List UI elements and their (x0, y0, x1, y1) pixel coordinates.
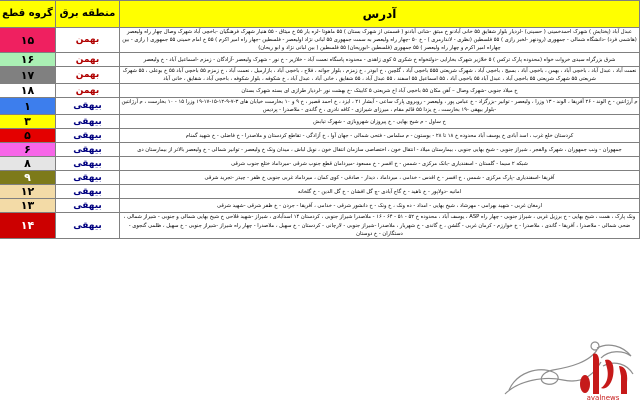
cell-group: ۸ (0, 157, 56, 171)
cell-group: ۱۷ (0, 67, 56, 84)
cell-region: بیهقی (56, 185, 120, 199)
cell-group: ۳ (0, 115, 56, 129)
cell-group: ۱۳ (0, 199, 56, 213)
cell-group: ۱۴ (0, 213, 56, 238)
table-row (0, 53, 640, 67)
cell-address: کردستان خلع غرب ، اسد آبادی خ یوسف آباد محدوده خ ۱۸ تا ۲۸ - بوستون - م سلماس - فتحی شمالی - جهان آوا ، خ آزادگی - تقاطع کردستان و ملاصدرا - خ فاضلی - خ شهید گمنام (120, 129, 640, 143)
cell-address: امانیه -دولاپور - خ ناهید - خ گاج آبادی -چ گل افشان - خ گل الدین - خ گلخانه (120, 185, 640, 199)
cell-address: خ ساول - م شیخ بهایی - خ پیروزان شهروبازی - شهرک تیابش (120, 115, 640, 129)
cell-region: بیهقی (56, 129, 120, 143)
table-row (0, 185, 640, 199)
table-row (0, 28, 640, 53)
cell-group: ۱۶ (0, 53, 56, 67)
cell-region: بهمن (56, 53, 120, 67)
table-row (0, 213, 640, 238)
cell-address: عبدل آباد (پختایش ) شهرک احمدخمینی ( حسینی) -لردیار بلوار شقایق ۵۵ خانی آبادنو خ مبثق -شانی آبادنو ( قسمتی از شهرک بستان ) ۵۵ ماهوتا -لره یار ۵۵ خ میثاق - ۵۵ هنیار شهرک فرهنگیان -باخچی آباد شهرک وصال چهار راه ولیعصر (هاشمی فرد) -دانشگاه شمالی - جمهوری (رودنهر -لخبر رازی ) ۵۵ فلسطین (نظری - لاندارمری ) - خ ۵۰ -چهار راه ولیعصر به سمت جمهوری ۵۵ لبانی نژاد اولیعصر - فلسطین -جهار راه امیر اکرم ) ۵۵ خ امام خمینی ۵۵ جمهوری ( رازی - بین چهاراه امیر اکرم و چهار راه ولیعصر ) ۵۵ جمهوری (فلسطین -ابوریحان) ۵۵ فلسطین ( بین لبانی نژاد و ابو ریحان) (120, 28, 640, 53)
watermark-logo (497, 332, 637, 404)
cell-group: ۶ (0, 143, 56, 157)
cell-address: جمهوران - ونب جمهوران ، شهرک والفجر ، شیراز جنوبی - شیخ بهایی جنوبی ، بیمارستان میلاد - انتقال خون ، اختصاصی سازمان انتقال خون ، نوبل لباش ، میدان ونک خ ولیعصر - توانیر شمالی - خ ولیعصر بالاتر از بیمارستان دی (120, 143, 640, 157)
cell-group: ۱۸ (0, 84, 56, 98)
table-row (0, 171, 640, 185)
cell-region: بیهقی (56, 199, 120, 213)
table-row (0, 98, 640, 115)
cell-address: نعمت آباد ، عبدل آباد ، باخچی آباد ، بهمن ، باخچی آباد ، بسیج ، باخچی آباد ، شهرک شریعتی ۵۵۵ باخچی آباد ، گلچین ، خ ابوذر ، خ زمزم ، بلوار جوانه ، فلاح ، باخچی آباد ، بازارمیل ، نعمت آباد ، خ زمزم ۵۵ باخچی آباد ۵۵ خ بوعلی ، ۵۵ شهرک شریعتی ۵۵ شهرک شریعتی ۵۵ باخچی آباد ، عبدل آباد ۵۵ باخچی آباد ، ۵۵ اسماعیل ۵۵ اسفند ، ۵۵ عبدل آباد ، ۵۵ شقایق ، خانی آباد ، عبدل آباد ، خ شکوفه ، بلوار شکوفه ، باخچی آباد ، شقایق ، خانی آباد (120, 67, 640, 84)
table-row (0, 67, 640, 84)
header-group: گروه قطع (0, 1, 56, 28)
table-row (0, 84, 640, 98)
table-header (0, 1, 640, 28)
table-row (0, 157, 640, 171)
cell-region: بهمن (56, 67, 120, 84)
cell-address: شبکه ۲ سیما - گلستان - اسفندیاری -بانک مرکزی - شمس - خ افسر - خ مسعود -میردامان قطع جنوب شرقی -میرداماد ختلع جنوب شرقی (120, 157, 640, 171)
cell-address: م آرژانتین - خ الوند - ۲۶ آفریقا ، الوند - ۱۳ وزرا ، ولیعصر - توانیر -بزرگزاد - خ عباس پور ، ولیعصر - روبروی پارک ساعی - آبشار ۲۱ ، ایزد ، خ احمد قصیر ، خ ۹ و ۱۰ بخارست خیابان های ۳-۷-۹-۱۲-۱۵-۱۷-۱۹ وزرا ۱۵ - ۱۰ بخارست ، م آرژانتین -بلوار بیهقی -۱۹ بخارست ، خ یزدا ۵۵ قائم مقام ، میرزای شیرازی - کافه نادری ، خ گاندی - ملاصدرا - پردیس (121, 99, 638, 114)
cell-region: بیهقی (56, 171, 120, 185)
cell-address: شرق بزرگراه سیدی خروات خواه (محدوده پارک ترکس ) ۵ خلازیر شهرک بخارایی -دولتخواه خ شکری ۵ کوی زاهدی - محدوده پاسگاه نعمت آباد - خلازیر - خ نور - شهرک ولیعصر -آزادگان - زمزم -اسماعیل آباد - خ ولیعصر (120, 53, 640, 67)
cell-region: بهمن (56, 84, 120, 98)
cell-region: بیهقی (56, 143, 120, 157)
cell-address: ونک پارک ، همت ، شیخ بهایی - خ برزیل غربی ، شیراز جنوبی - چهار راه ASP ، یوسف آباد ، محدوده خ ۵۲ - ۵۱ - ۶۴ - ۱۶ - ملاصدرا شیراز جنوبی ، کردستان ۱۴ اسدآبادی ، شیراز -شهید قلاحی خ شیخ بهایی شمالی و جنوبی - شیراز شمالی ، ضحی شمالی - ملاصدرا ، آفریقا - گاندی ، ملاصدرا - خ خوارزم - کرمان غربی - گلشن ، خ گاندی - خ شهریار ، ملاصدرا -شیراز جنوبی - لارچانی - کردستان - خ سهیل ، ملاصدرا - چهار راه شیراز -شیراز جنوبی - خ سهیل ، ظلمی گنجوی - دستگاران - خ دوستان (120, 213, 640, 238)
cell-group: ۱۲ (0, 185, 56, 199)
cell-region: بیهقی (56, 157, 120, 171)
cell-region: بیهقی (56, 98, 120, 115)
table-row (0, 143, 640, 157)
header-address: آدرس (120, 1, 640, 28)
cell-address: آفریقا -اسفندیاری -پارک مرکزی - شمس ، خ افسر - خ اقدس - خدامی ، میرداماد ، دیدار - صادقی - کوی کمان ، میرداماد غربی جنوبی خ ظفر - چیذر -تجرید شرقی (120, 171, 640, 185)
cell-group: ۹ (0, 171, 56, 185)
table-row (0, 129, 640, 143)
cell-region: بیهقی (56, 115, 120, 129)
header-region: منطقه برق (56, 1, 120, 28)
header-row (0, 1, 640, 28)
cell-address: خ میلاد جنوبی -شهرک وصال – آهن مکان ۵۵ باخچی آباد اخ شریعتی ۵ کابیتک -خ بهشت نور -لردیار طرازی ای بسته شهرک بستان (120, 84, 640, 98)
cell-region: بهمن (56, 28, 120, 53)
table-row (0, 199, 640, 213)
watermark-text: avalnews (586, 394, 620, 402)
cell-group: ۵ (0, 129, 56, 143)
table-row (0, 115, 640, 129)
table-body (0, 28, 640, 239)
cell-group: ۱ (0, 98, 56, 115)
cell-group: ۱۵ (0, 28, 56, 53)
cell-region: بیهقی (56, 213, 120, 238)
cell-address: ارمغان غربی - شهید بهرامی - مهرشاد ، شیخ بهایی - امداد - ده ونک ، خ ونک - خ دانشور شرقی - خدامی ، آفریقا - جردن - خ ظفر شرقی -شهید شرقی (120, 199, 640, 213)
